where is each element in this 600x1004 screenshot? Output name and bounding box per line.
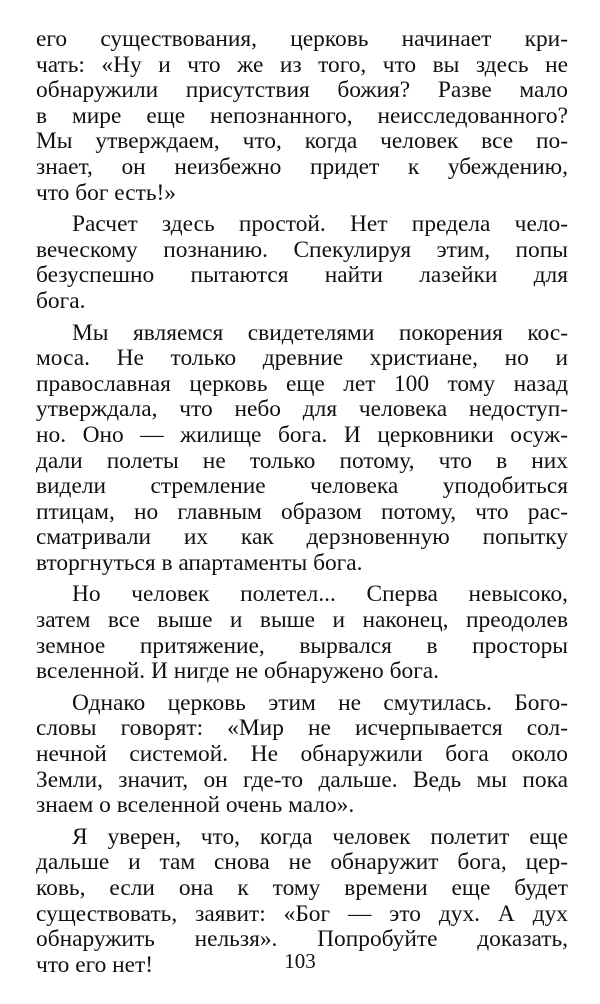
text-line: его существования, церковь начинает кри- [36, 26, 568, 52]
text-line: птицам, но главным образом потому, что рас- [36, 498, 568, 525]
text-line: Земли, значит, он где-то дальше. Ведь мы пока [36, 766, 568, 793]
paragraph-1 [36, 27, 568, 206]
text-line: дали полеты не только потому, что в них [36, 447, 568, 474]
paragraph-2 [36, 212, 568, 314]
text-line: безуспешно пытаются найти лазейки для [36, 262, 568, 289]
paragraph-5 [36, 691, 568, 819]
paragraph-4 [36, 582, 568, 684]
text-line: веческому познанию. Спекулируя этим, попы [36, 236, 568, 263]
paragraph-3 [36, 321, 568, 577]
page-number: 103 [284, 949, 316, 973]
text-line: утверждала, что небо для человека недоступ- [36, 396, 568, 423]
text-line: в мире еще непознанного, неисследованного? [36, 102, 568, 129]
text-line: земное притяжение, вырвался в просторы [36, 632, 568, 659]
text-line: Однако церковь этим не смутилась. Бого- [72, 689, 568, 716]
text-line: обнаружить нельзя». Попробуйте доказать, [36, 926, 568, 953]
text-line: знаем о вселенной очень мало». [36, 792, 355, 819]
text-line: православная церковь еще лет 100 тому назад [36, 370, 568, 397]
text-line: Но человек полетел... Сперва невысоко, [72, 581, 568, 608]
text-line: Мы являемся свидетелями покорения кос- [72, 319, 568, 346]
text-line: Расчет здесь простой. Нет предела чело- [72, 211, 568, 238]
text-line: что его нет! [36, 951, 154, 978]
text-line: ковь, если она к тому времени еще будет [36, 875, 568, 901]
page-body [36, 27, 568, 984]
text-line: знает, он неизбежно придет к убеждению, [36, 153, 568, 180]
text-line: существовать, заявит: «Бог — это дух. А дух [36, 900, 568, 927]
text-line: сматривали их как дерзновенную попытку [36, 524, 568, 551]
text-line: словы говорят: «Мир не исчерпывается сол- [36, 715, 568, 742]
text-line: Мы утверждаем, что, когда человек все по- [36, 128, 568, 155]
text-line: дальше и там снова не обнаружит бога, цер- [36, 849, 568, 876]
text-line: вторгнуться в апартаменты бога. [36, 549, 363, 576]
text-line: моса. Не только древние христиане, но и [36, 345, 568, 372]
text-line: видели стремление человека уподобиться [36, 473, 568, 500]
text-line: обнаружили присутствия божия? Разве мало [36, 77, 568, 104]
text-line: вселенной. И нигде не обнаружено бога. [36, 658, 440, 685]
text-line: но. Оно — жилище бога. И церковники осуж- [36, 421, 568, 448]
text-line: что бог есть!» [36, 179, 176, 206]
text-line: Я уверен, что, когда человек полетит еще [72, 823, 568, 850]
text-line: затем все выше и выше и наконец, преодолев [36, 607, 568, 634]
text-line: бога. [36, 287, 86, 314]
text-line: нечной системой. Не обнаружили бога около [36, 741, 568, 768]
text-line: чать: «Ну и что же из того, что вы здесь не [36, 51, 568, 78]
